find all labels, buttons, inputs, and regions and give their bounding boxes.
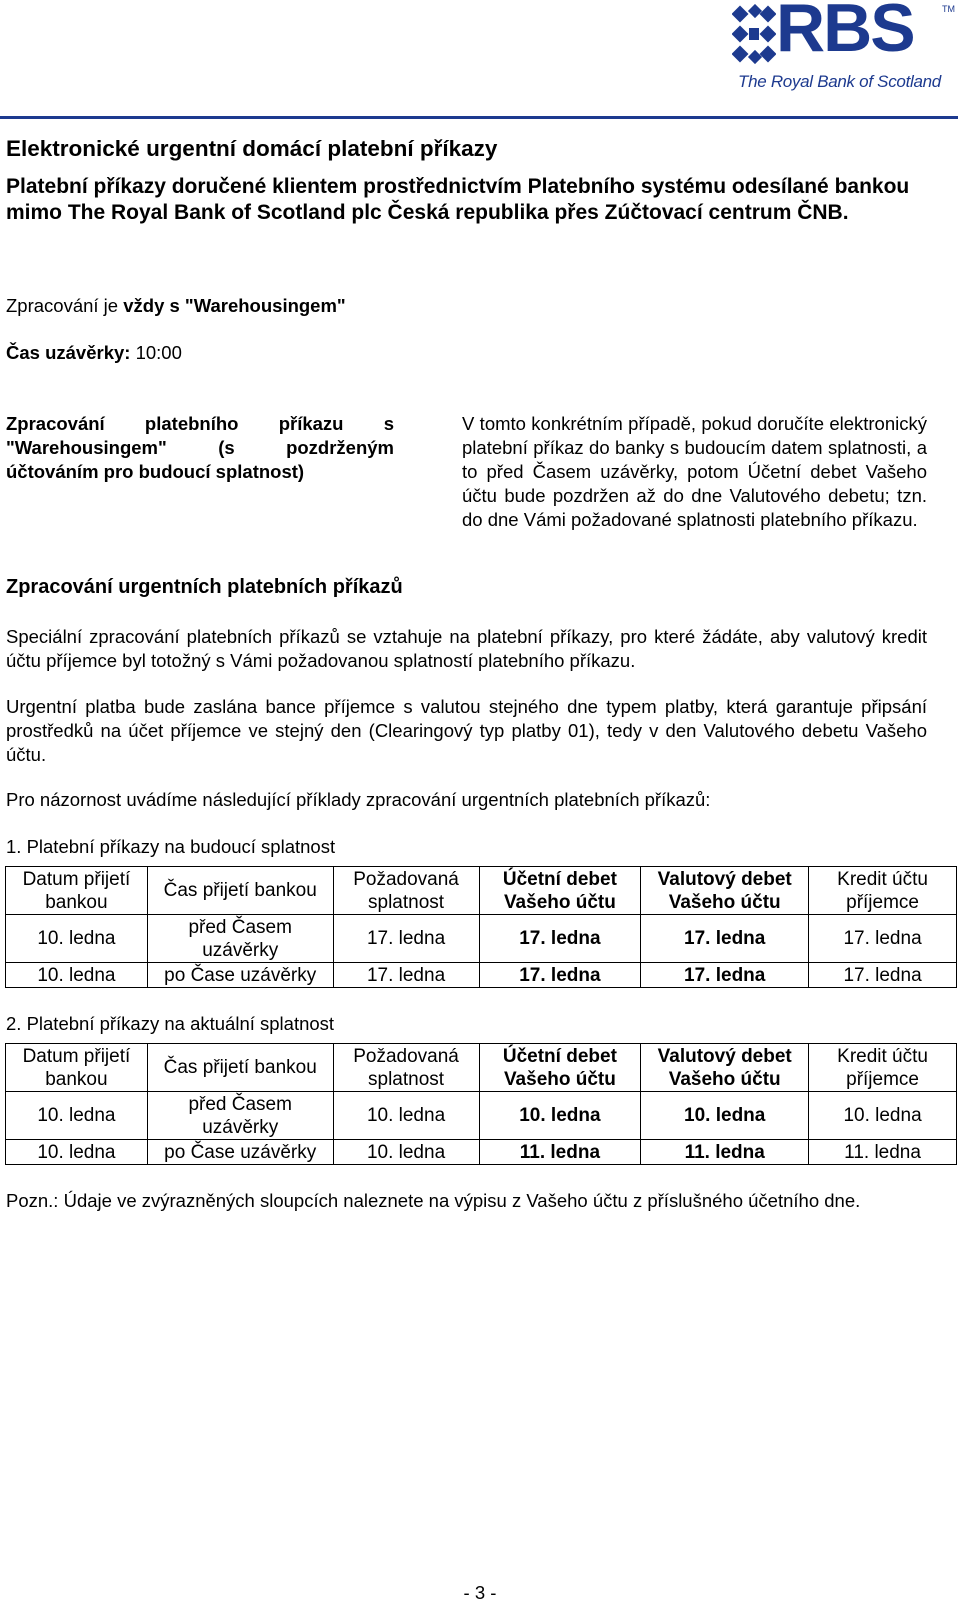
header-cell: Čas přijetí bankou	[147, 1044, 333, 1092]
table-cell: před Časem uzávěrky	[147, 915, 333, 963]
table-cell: 17. ledna	[809, 915, 957, 963]
table-row	[6, 915, 957, 963]
paragraph-3: Pro názornost uvádíme následující příklady zpracování urgentních platebních příkazů:	[6, 789, 711, 810]
rbs-daisy-wheel-icon	[732, 4, 776, 66]
table-cell: 17. ledna	[479, 963, 641, 988]
header-cell: Účetní debet Vašeho účtu	[479, 867, 641, 915]
table-cell: 10. ledna	[333, 1092, 479, 1140]
section1-text: V tomto konkrétním případě, pokud doručíte elektronický platební příkaz do banky s budoucím datem splatnosti, a to před Časem uzávěrky, potom Účetní debet Vašeho účtu bude pozdržen až do dne Valutového debetu; tzn. do dne Vámi požadované splatnosti platebního příkazu.	[462, 413, 927, 530]
footnote: Pozn.: Údaje ve zvýrazněných sloupcích naleznete na výpisu z Vašeho účtu z příslušného účetního dne.	[6, 1190, 861, 1211]
header-cell: Kredit účtu příjemce	[809, 867, 957, 915]
header-cell: Datum přijetí bankou	[6, 867, 148, 915]
cutoff-label: Čas uzávěrky:	[6, 342, 131, 363]
table-cell: 17. ledna	[641, 963, 809, 988]
table-cell: před Časem uzávěrky	[147, 1092, 333, 1140]
header-cell: Kredit účtu příjemce	[809, 1044, 957, 1092]
warehousing-line	[6, 294, 346, 318]
section1-heading: Zpracování platebního příkazu s "Warehousingem" (s pozdrženým účtováním pro budoucí splatnost)	[6, 413, 394, 482]
table-cell: 17. ledna	[333, 963, 479, 988]
page-subtitle: Platební příkazy doručené klientem prostřednictvím Platebního systému odesílané bankou mimo The Royal Bank of Scotland plc Česká republika přes Zúčtovací centrum ČNB.	[6, 175, 910, 224]
table-cell: 10. ledna	[6, 915, 148, 963]
table-future-maturity	[5, 866, 957, 988]
table-header-row	[6, 867, 957, 915]
logo-subtitle: The Royal Bank of Scotland	[738, 72, 941, 91]
table-row	[6, 1092, 957, 1140]
page-title: Elektronické urgentní domácí platební příkazy	[6, 136, 498, 161]
table-cell: 11. ledna	[809, 1140, 957, 1165]
table-cell: 10. ledna	[6, 1140, 148, 1165]
table-cell: 11. ledna	[479, 1140, 641, 1165]
table-row	[6, 963, 957, 988]
table-cell: 10. ledna	[641, 1092, 809, 1140]
table-cell: 17. ledna	[479, 915, 641, 963]
page-number: - 3 -	[463, 1582, 497, 1603]
table-cell: po Čase uzávěrky	[147, 1140, 333, 1165]
rbs-logo	[732, 2, 958, 94]
header-cell: Čas přijetí bankou	[147, 867, 333, 915]
cutoff-line	[6, 341, 182, 365]
section2-heading: Zpracování urgentních platebních příkazů	[6, 576, 403, 598]
header-rule	[0, 116, 958, 119]
logo-text: RBS	[776, 0, 914, 66]
warehousing-bold: vždy s "Warehousingem"	[123, 295, 346, 316]
table-row	[6, 1140, 957, 1165]
table-cell: 11. ledna	[641, 1140, 809, 1165]
table2-caption: 2. Platební příkazy na aktuální splatnost	[6, 1013, 335, 1034]
table-cell: 10. ledna	[6, 1092, 148, 1140]
header-cell: Požadovaná splatnost	[333, 867, 479, 915]
table-current-maturity	[5, 1043, 957, 1165]
header-cell: Valutový debet Vašeho účtu	[641, 867, 809, 915]
header-cell: Datum přijetí bankou	[6, 1044, 148, 1092]
table-cell: 17. ledna	[641, 915, 809, 963]
table-cell: 10. ledna	[479, 1092, 641, 1140]
paragraph-2: Urgentní platba bude zaslána bance příjemce s valutou stejného dne typem platby, která garantuje připsání prostředků na účet příjemce ve stejný den (Clearingový typ platby 01), tedy v den Valutového debetu Vašeho účtu.	[6, 696, 927, 765]
warehousing-prefix: Zpracování je	[6, 295, 124, 316]
header-cell: Požadovaná splatnost	[333, 1044, 479, 1092]
paragraph-1: Speciální zpracování platebních příkazů se vztahuje na platební příkazy, pro které žádáte, aby valutový kredit účtu příjemce byl totožný s Vámi požadovanou splatností platebního příkazu.	[6, 626, 927, 671]
table-cell: 10. ledna	[333, 1140, 479, 1165]
table-header-row	[6, 1044, 957, 1092]
table-cell: 10. ledna	[6, 963, 148, 988]
table1-caption: 1. Platební příkazy na budoucí splatnost	[6, 836, 336, 857]
table-cell: po Čase uzávěrky	[147, 963, 333, 988]
table-cell: 17. ledna	[809, 963, 957, 988]
header-cell: Účetní debet Vašeho účtu	[479, 1044, 641, 1092]
header-cell: Valutový debet Vašeho účtu	[641, 1044, 809, 1092]
logo-trademark: TM	[942, 4, 955, 14]
table-cell: 17. ledna	[333, 915, 479, 963]
table-cell: 10. ledna	[809, 1092, 957, 1140]
cutoff-value: 10:00	[130, 342, 182, 363]
